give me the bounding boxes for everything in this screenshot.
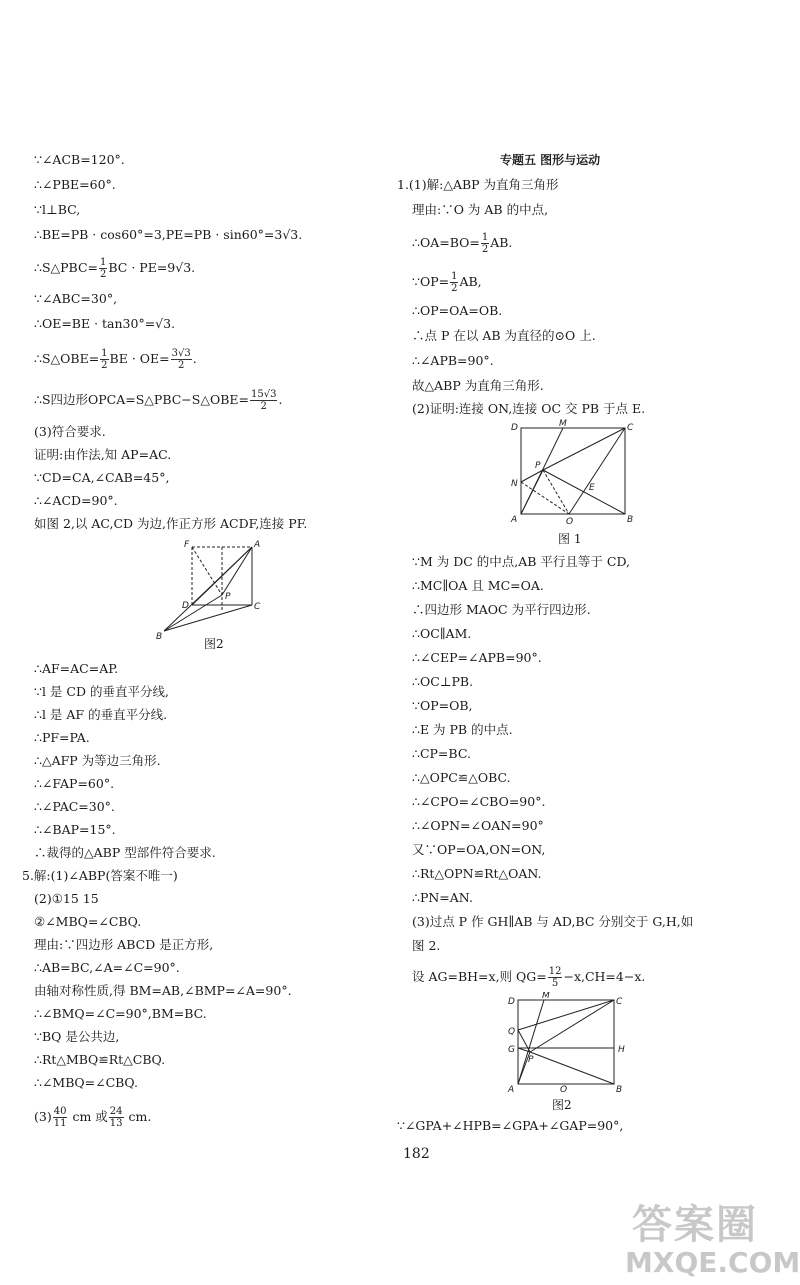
fraction: $\frac{1}{2}$	[481, 232, 489, 255]
figure-caption: 图2	[552, 1098, 572, 1112]
svg-text:A: A	[508, 1085, 515, 1095]
text-line: ∴OC∥AM.	[412, 626, 472, 641]
svg-text:H: H	[618, 1045, 625, 1055]
figure-caption: 图2	[204, 637, 224, 651]
svg-text:C: C	[627, 423, 634, 433]
text-line: ∴∠APB=90°.	[412, 353, 494, 368]
svg-text:O: O	[560, 1085, 568, 1095]
svg-text:P: P	[528, 1055, 534, 1065]
text-line: ∴CP=BC.	[412, 746, 471, 761]
svg-text:B: B	[627, 515, 634, 525]
text-line: ∵BQ 是公共边,	[34, 1029, 120, 1044]
text-line: ∴OC⊥PB.	[412, 674, 474, 689]
text-line: ∴裁得的△ABP 型部件符合要求.	[34, 845, 216, 860]
text-line: 故△ABP 为直角三角形.	[412, 378, 544, 393]
section-title: 专题五 图形与运动	[500, 153, 601, 167]
text-line: ∴OP=OA=OB.	[412, 303, 503, 318]
text-line: ∴∠MBQ=∠CBQ.	[34, 1075, 138, 1090]
text-line: ∴l 是 AF 的垂直平分线.	[34, 707, 168, 722]
fraction: $\frac{1}{2}$	[451, 271, 458, 294]
text-line: ∵M 为 DC 的中点,AB 平行且等于 CD,	[412, 554, 631, 569]
figure-1-square-abcd	[505, 418, 635, 528]
text-line: ∴∠PBE=60°.	[34, 177, 116, 192]
equation-line: ∴OA=BO= $\frac{1}{2}$ AB.	[412, 232, 513, 255]
text-line: 图 2.	[412, 938, 441, 953]
text-line: 证明:由作法,知 AP=AC.	[34, 447, 172, 462]
fraction: $\frac{15√3}{2}$	[251, 389, 277, 412]
text-line: ∵∠ABC=30°,	[34, 291, 118, 306]
text-line: ∴△AFP 为等边三角形.	[34, 753, 161, 768]
text-line: ∴OE=BE · tan30°=√3.	[34, 316, 176, 331]
text-line: (2)①15 15	[34, 891, 99, 906]
page-number: 182	[403, 1146, 430, 1162]
fraction: $\frac{24}{13}$	[109, 1106, 123, 1129]
text-line: ∴E 为 PB 的中点.	[412, 722, 513, 737]
text-line: 如图 2,以 AC,CD 为边,作正方形 ACDF,连接 PF.	[34, 516, 308, 531]
text-line: 由轴对称性质,得 BM=AB,∠BMP=∠A=90°.	[34, 983, 292, 998]
text-line: ∴点 P 在以 AB 为直径的⊙O 上.	[412, 328, 596, 343]
fraction: $\frac{3√3}{2}$	[171, 348, 191, 371]
text-line: ∴△OPC≌△OBC.	[412, 770, 511, 785]
text-line: ∴四边形 MAOC 为平行四边形.	[412, 602, 591, 617]
question-heading: 1.(1)解:△ABP 为直角三角形	[397, 177, 559, 192]
text-line: ∴∠ACD=90°.	[34, 493, 118, 508]
svg-text:C: C	[254, 602, 261, 612]
text-line: ∴AB=BC,∠A=∠C=90°.	[34, 960, 180, 975]
text-line: 理由:∵O 为 AB 的中点,	[412, 202, 549, 217]
text-line: ∴∠CEP=∠APB=90°.	[412, 650, 542, 665]
text-line: (3)符合要求.	[34, 424, 106, 439]
text-line: ∴PF=PA.	[34, 730, 90, 745]
text-line: ②∠MBQ=∠CBQ.	[34, 914, 142, 929]
svg-text:B: B	[156, 632, 163, 642]
text-line: ∵CD=CA,∠CAB=45°,	[34, 470, 170, 485]
svg-text:M: M	[559, 419, 567, 429]
text-line: ∵OP=OB,	[412, 698, 473, 713]
svg-text:A: A	[254, 540, 261, 550]
svg-text:O: O	[566, 517, 574, 527]
text-line: ∴S△PBC=	[34, 260, 98, 275]
fraction: $\frac{12}{5}$	[548, 966, 562, 989]
equation-line: (3) $\frac{40}{11}$ cm 或 $\frac{24}{13}$ cm.	[34, 1106, 152, 1129]
fraction: $\frac{1}{2}$	[100, 257, 107, 280]
text-line: (3)过点 P 作 GH∥AB 与 AD,BC 分别交于 G,H,如	[412, 914, 694, 929]
text-line: ∵l⊥BC,	[34, 202, 81, 217]
text-line: ∴∠PAC=30°.	[34, 799, 115, 814]
svg-text:P: P	[535, 461, 541, 471]
svg-text:D: D	[511, 423, 518, 433]
svg-text:N: N	[511, 479, 518, 489]
svg-text:F: F	[184, 540, 190, 550]
svg-text:G: G	[508, 1045, 515, 1055]
text-line: 理由:∵四边形 ABCD 是正方形,	[34, 937, 214, 952]
equation-line: 设 AG=BH=x,则 QG= $\frac{12}{5}$ −x,CH=4−x.	[412, 966, 646, 989]
equation-line: ∴S△PBC= $\frac{1}{2}$ BC · PE=9√3.	[34, 257, 196, 280]
fraction: $\frac{1}{2}$	[101, 348, 108, 371]
text-line: ∴BE=PB · cos60°=3,PE=PB · sin60°=3√3.	[34, 227, 303, 242]
svg-text:C: C	[616, 997, 623, 1007]
svg-text:Q: Q	[508, 1027, 516, 1037]
text-line: (2)证明:连接 ON,连接 OC 交 PB 于点 E.	[412, 401, 646, 416]
text-line: ∴∠BAP=15°.	[34, 822, 116, 837]
svg-text:M: M	[542, 992, 550, 1001]
watermark-logo: 答案圈	[632, 1202, 758, 1248]
text-line: ∴∠FAP=60°.	[34, 776, 115, 791]
text-line: ∵∠GPA+∠HPB=∠GPA+∠GAP=90°,	[397, 1118, 624, 1133]
text-line: ∴PN=AN.	[412, 890, 473, 905]
equation-line: ∴S△OBE= $\frac{1}{2}$ BE · OE= $\frac{3√3}{2}$ .	[34, 348, 197, 371]
svg-text:D: D	[508, 997, 515, 1007]
text-line: ∴MC∥OA 且 MC=OA.	[412, 578, 544, 593]
text-line: ∴∠OPN=∠OAN=90°	[412, 818, 544, 833]
fraction: $\frac{40}{11}$	[53, 1106, 67, 1129]
figure-2-square-abcd	[498, 992, 638, 1098]
text-line: ∴Rt△MBQ≌Rt△CBQ.	[34, 1052, 166, 1067]
figure-2-square-acdf	[150, 535, 270, 645]
text-line: ∴∠CPO=∠CBO=90°.	[412, 794, 546, 809]
figure-caption: 图 1	[558, 532, 582, 546]
watermark-url: MXQE.COM	[625, 1246, 800, 1279]
text-line: ∴∠BMQ=∠C=90°,BM=BC.	[34, 1006, 207, 1021]
svg-text:E: E	[589, 483, 595, 493]
equation-line: ∵OP= $\frac{1}{2}$ AB,	[412, 271, 482, 294]
text-line: 又∵OP=OA,ON=ON,	[412, 842, 546, 857]
svg-text:A: A	[511, 515, 518, 525]
text-line: ∴Rt△OPN≌Rt△OAN.	[412, 866, 542, 881]
text-line: ∵l 是 CD 的垂直平分线,	[34, 684, 169, 699]
svg-text:B: B	[616, 1085, 623, 1095]
text-line: ∴AF=AC=AP.	[34, 661, 119, 676]
equation-line: ∴S四边形OPCA=S△PBC−S△OBE= $\frac{15√3}{2}$ .	[34, 389, 283, 412]
svg-text:D: D	[182, 601, 189, 611]
svg-text:P: P	[225, 592, 231, 602]
question-heading: 5.解:(1)∠ABP(答案不唯一)	[22, 868, 178, 883]
text-line: ∵∠ACB=120°.	[34, 152, 125, 167]
